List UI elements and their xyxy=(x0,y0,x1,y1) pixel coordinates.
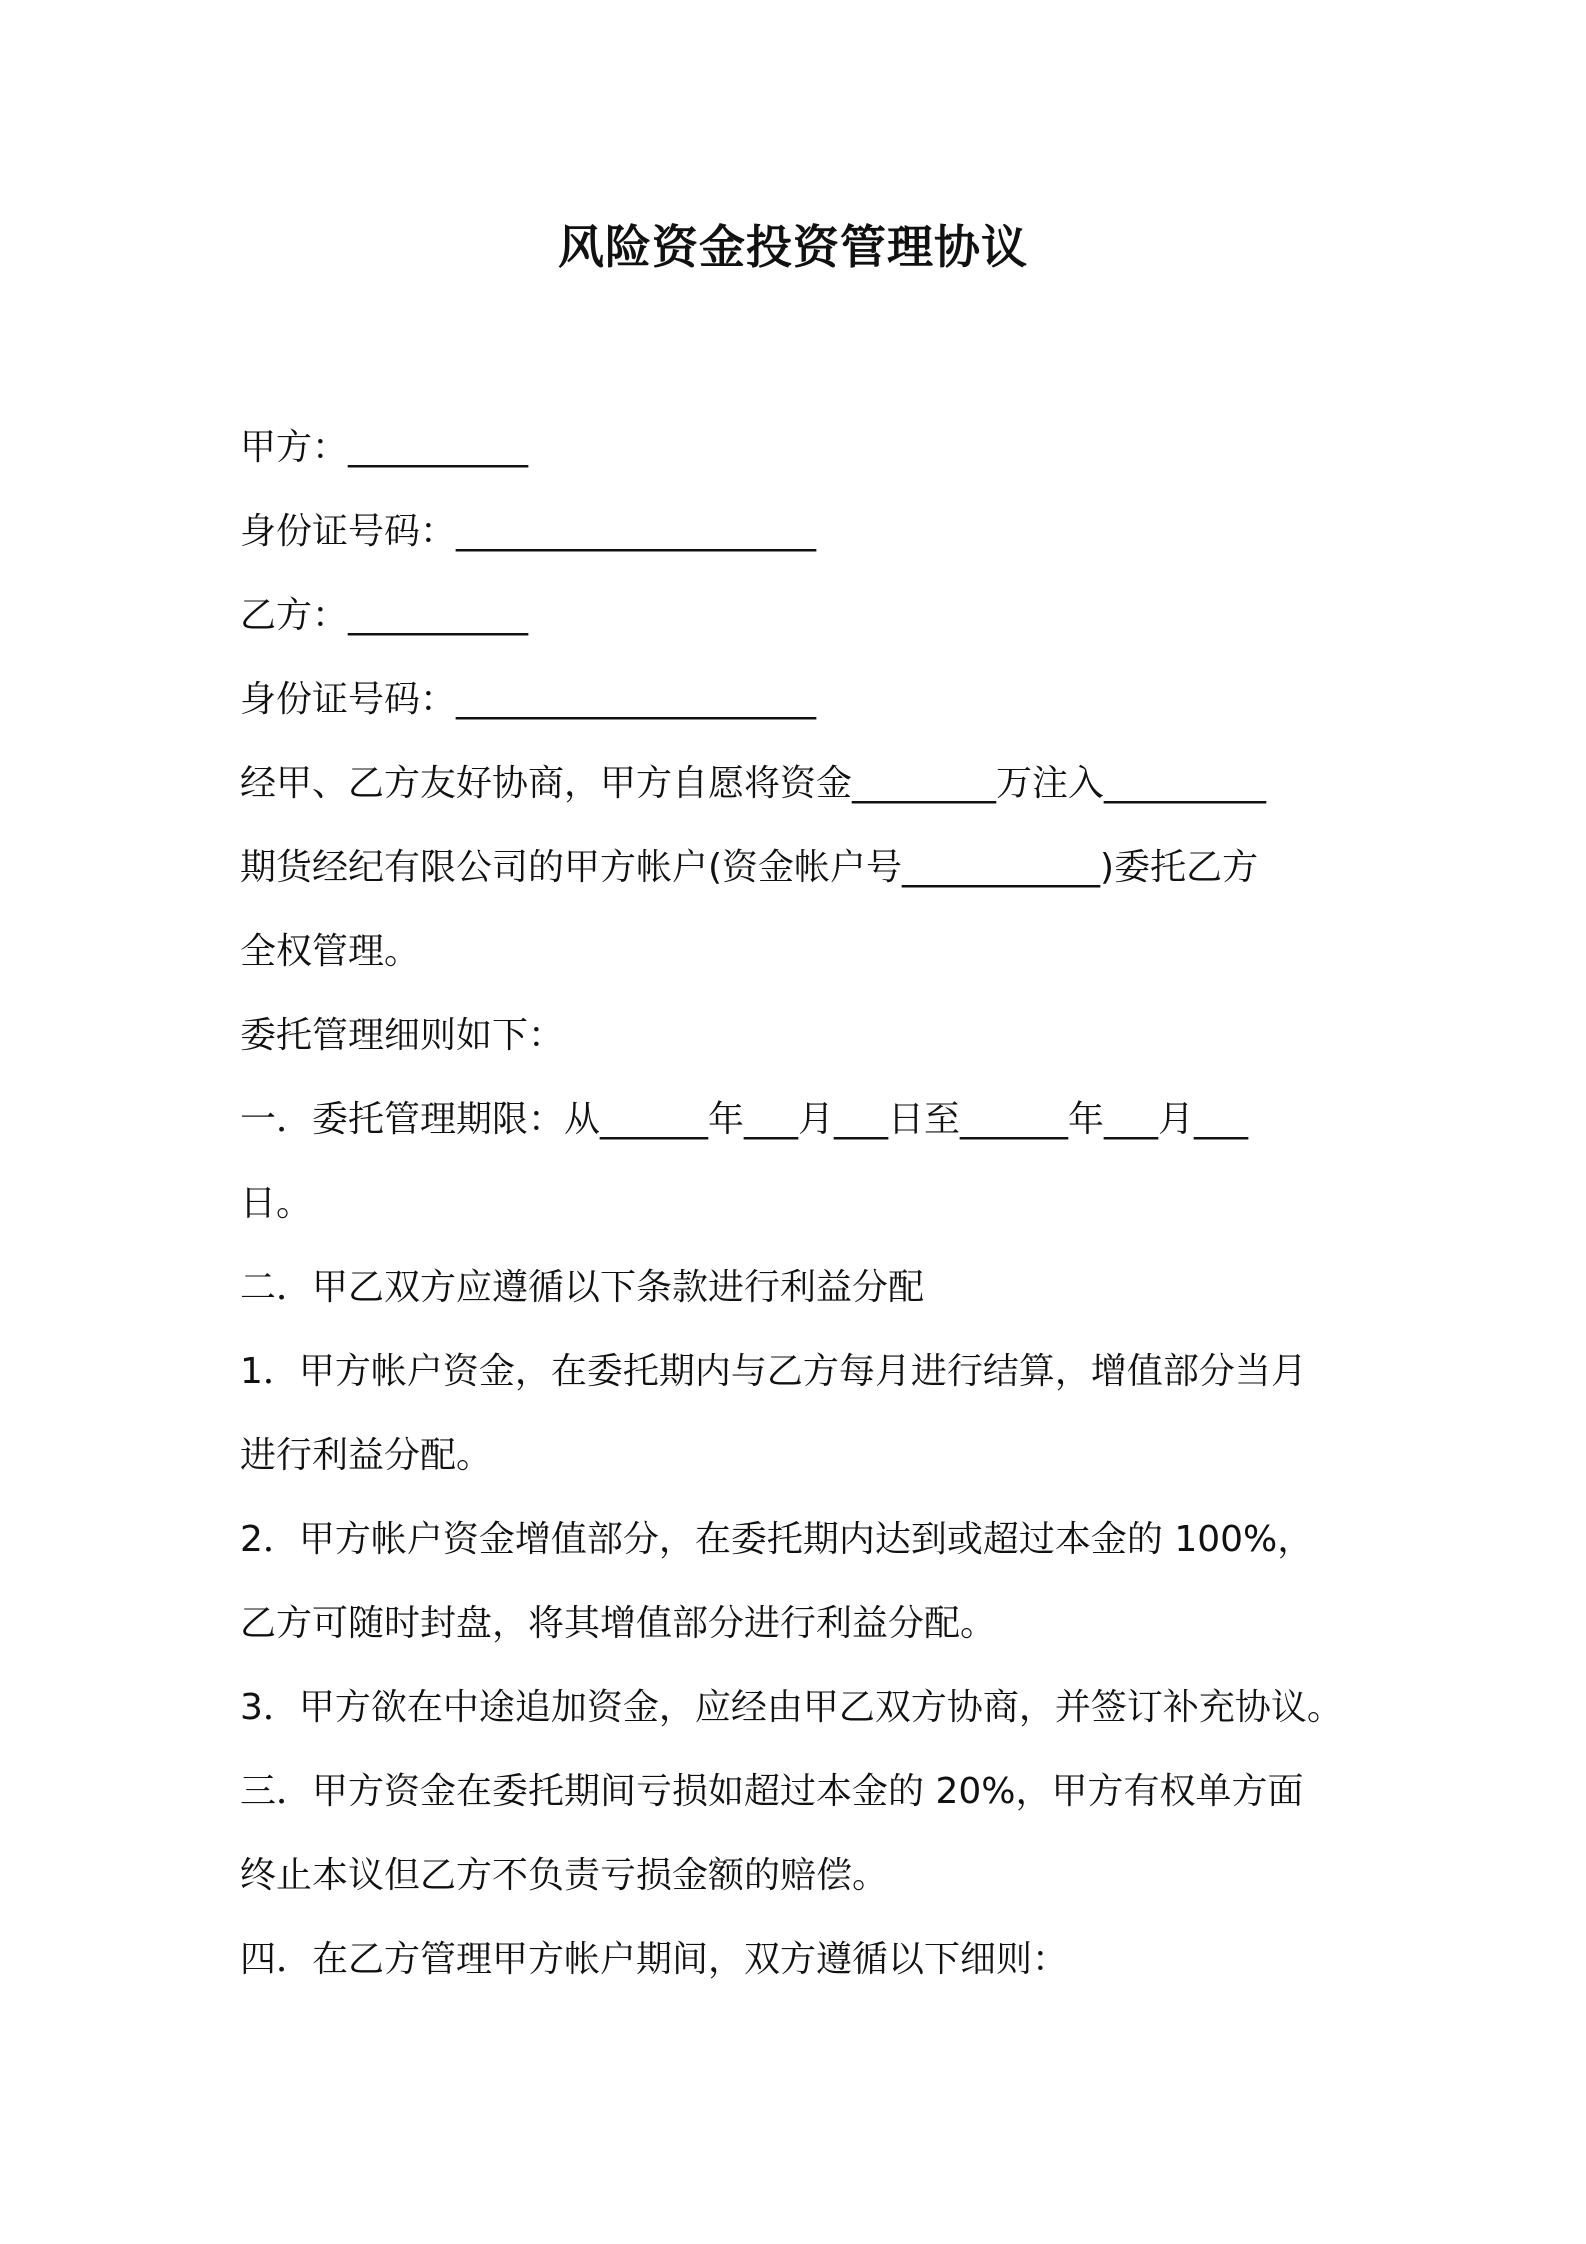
clause-4-line: 四．在乙方管理甲方帐户期间，双方遵循以下细则： xyxy=(240,1939,1069,1980)
party-b-id-line: 身份证号码：____________________ xyxy=(240,679,817,720)
clause-2-1-line: 1．甲方帐户资金，在委托期内与乙方每月进行结算，增值部分当月 xyxy=(240,1351,1307,1392)
clause-2-1-line: 进行利益分配。 xyxy=(240,1435,493,1476)
clause-3-line: 三．甲方资金在委托期间亏损如超过本金的 20%，甲方有权单方面 xyxy=(240,1771,1304,1812)
paragraph-line: 经甲、乙方友好协商，甲方自愿将资金________万注入_________ xyxy=(240,763,1267,804)
clause-2-2-line: 乙方可随时封盘，将其增值部分进行利益分配。 xyxy=(240,1603,997,1644)
clause-2-2-line: 2．甲方帐户资金增值部分，在委托期内达到或超过本金的 100%， xyxy=(240,1519,1314,1560)
clause-2-3-line: 3．甲方欲在中途追加资金，应经由甲乙双方协商，并签订补充协议。 xyxy=(240,1687,1343,1728)
rules-heading: 委托管理细则如下： xyxy=(240,1015,565,1056)
party-a-line: 甲方：__________ xyxy=(240,427,529,468)
party-b-line: 乙方：__________ xyxy=(240,595,529,636)
clause-3-line: 终止本议但乙方不负责亏损金额的赔偿。 xyxy=(240,1855,889,1896)
paragraph-line: 全权管理。 xyxy=(240,931,421,972)
clause-1-line: 日。 xyxy=(240,1183,313,1224)
document-title: 风险资金投资管理协议 xyxy=(558,220,1028,274)
clause-2-heading: 二．甲乙双方应遵循以下条款进行利益分配 xyxy=(240,1267,925,1308)
clause-1-line: 一．委托管理期限：从______年___月___日至______年___月___ xyxy=(240,1099,1249,1140)
document-body xyxy=(240,406,1370,2002)
paragraph-line: 期货经纪有限公司的甲方帐户(资金帐户号___________)委托乙方 xyxy=(240,847,1259,888)
party-a-id-line: 身份证号码：____________________ xyxy=(240,511,817,552)
